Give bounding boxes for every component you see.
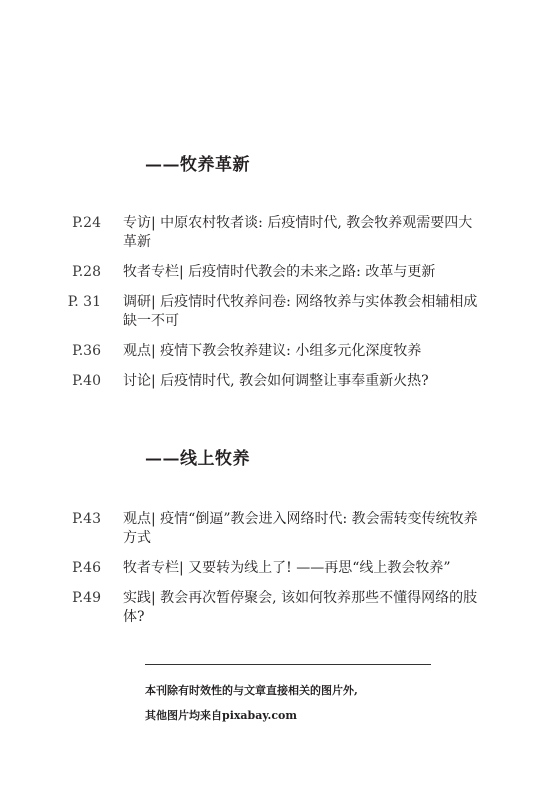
toc-entry[interactable] — [0, 510, 559, 548]
toc-list-online-pastoral — [0, 510, 559, 627]
toc-entry[interactable] — [0, 559, 559, 578]
footnote-line-1: 本刊除有时效性的与文章直接相关的图片外, — [145, 684, 358, 697]
page-number: P.36 — [72, 343, 101, 359]
entry-title: 讨论| 后疫情时代, 教会如何调整让事奉重新火热? — [123, 373, 429, 389]
section-title-pastoral-renewal: ——牧养革新 — [145, 155, 250, 175]
page-number: P.28 — [72, 264, 101, 280]
footnote-line-2: 其他图片均来自pixabay.com — [145, 709, 298, 722]
footnote-divider — [145, 664, 431, 665]
entry-title: 牧者专栏| 又要转为线上了! ——再思“线上教会牧养” — [123, 560, 451, 576]
toc-entry[interactable] — [0, 214, 559, 252]
page-number: P.49 — [72, 590, 101, 606]
toc-entry[interactable] — [0, 589, 559, 627]
toc-entry[interactable] — [0, 293, 559, 331]
page-number: P.43 — [72, 511, 101, 527]
entry-title: 调研| 后疫情时代牧养问卷: 网络牧养与实体教会相辅相成 缺一不可 — [123, 294, 478, 329]
page-number: P.24 — [72, 215, 101, 231]
toc-entry[interactable] — [0, 372, 559, 391]
entry-title: 专访| 中原农村牧者谈: 后疫情时代, 教会牧养观需要四大革新 — [123, 215, 473, 250]
page-number: P. 31 — [67, 294, 101, 310]
page-number: P.46 — [72, 560, 101, 576]
entry-title: 观点| 疫情下教会牧养建议: 小组多元化深度牧养 — [123, 343, 422, 359]
toc-entry[interactable] — [0, 263, 559, 282]
entry-title: 观点| 疫情“倒逼”教会进入网络时代: 教会需转变传统牧养方式 — [123, 511, 478, 546]
section-title-online-pastoral: ——线上牧养 — [145, 449, 250, 469]
toc-list-pastoral-renewal — [0, 214, 559, 391]
entry-title: 牧者专栏| 后疫情时代教会的未来之路: 改革与更新 — [123, 264, 436, 280]
page-number: P.40 — [72, 373, 101, 389]
toc-entry[interactable] — [0, 342, 559, 361]
entry-title: 实践| 教会再次暂停聚会, 该如何牧养那些不懂得网络的肢体? — [123, 590, 478, 625]
